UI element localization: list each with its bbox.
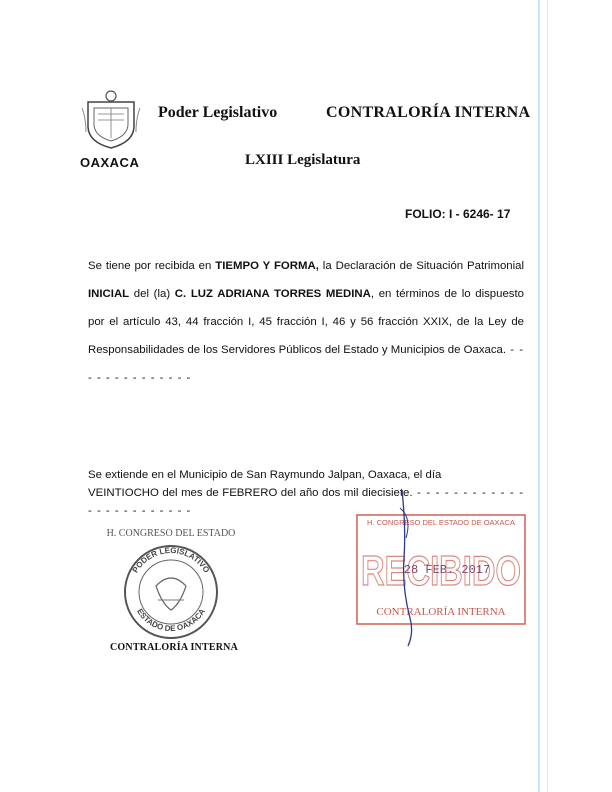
paragraph-text: la Declaración de Situación Patrimonial: [318, 260, 525, 272]
svg-text:ESTADO DE OAXACA: [135, 607, 207, 633]
paragraph-text: , en términos de lo dispuesto por el artículo 43, 44 fracción I, 45 fracción I, 46 y 56 fracción XXIX, de la Ley de Responsabilidades de los Servidores Públicos del Estado y Municipios de Oaxaca.: [88, 288, 524, 356]
stamp-bottom-text: CONTRALORÍA INTERNA: [376, 606, 506, 618]
declarant-name: C. LUZ ADRIANA TORRES MEDINA: [174, 288, 371, 300]
paragraph-text: del (la): [129, 288, 175, 300]
seal-ring-bottom: ESTADO DE OAXACA: [135, 607, 207, 634]
paragraph-text: Se tiene por recibida en: [88, 260, 216, 272]
office-title: CONTRALORÍA INTERNA: [326, 104, 531, 121]
stamp-date: 28 FEB. 2017: [403, 563, 491, 577]
issuance-paragraph: [88, 466, 524, 520]
issuance-line: Se extiende en el Municipio de San Raymundo Jalpan, Oaxaca, el día: [88, 469, 442, 481]
eagle-icon: [156, 578, 186, 610]
signature: [392, 488, 422, 648]
declaration-type: INICIAL: [88, 288, 130, 300]
scan-margin-line: [538, 0, 540, 792]
seal-ring-top: PODER LEGISLATIVO: [130, 545, 212, 575]
scan-margin-line: [547, 0, 548, 792]
legislature-title: LXIII Legislatura: [245, 152, 361, 168]
issuance-date-text: VEINTIOCHO del mes de FEBRERO del año dos mil diecisiete.: [88, 487, 413, 499]
poder-legislativo-title: Poder Legislativo: [158, 104, 278, 121]
stamp-big-text: RECIBIDO: [361, 547, 521, 594]
seal-top-text: H. CONGRESO DEL ESTADO: [106, 528, 236, 539]
seal-bottom-text: CONTRALORÍA INTERNA: [110, 642, 238, 653]
emphasis-text: TIEMPO Y FORMA,: [215, 260, 319, 272]
congress-seal: [96, 520, 246, 660]
stamp-top-text: H. CONGRESO DEL ESTADO DE OAXACA: [367, 518, 515, 527]
fill-dashes: - -- - - - - - - - - - - -: [88, 344, 524, 384]
declaration-paragraph: [88, 252, 524, 392]
oaxaca-coat-of-arms-icon: [80, 88, 142, 150]
folio-number: FOLIO: I - 6246- 17: [405, 207, 511, 221]
received-stamp: [355, 513, 527, 626]
fill-dashes: - - - - - - - - - - - - - - - - - - - - - - - -: [88, 487, 524, 517]
state-name: OAXACA: [80, 155, 140, 170]
